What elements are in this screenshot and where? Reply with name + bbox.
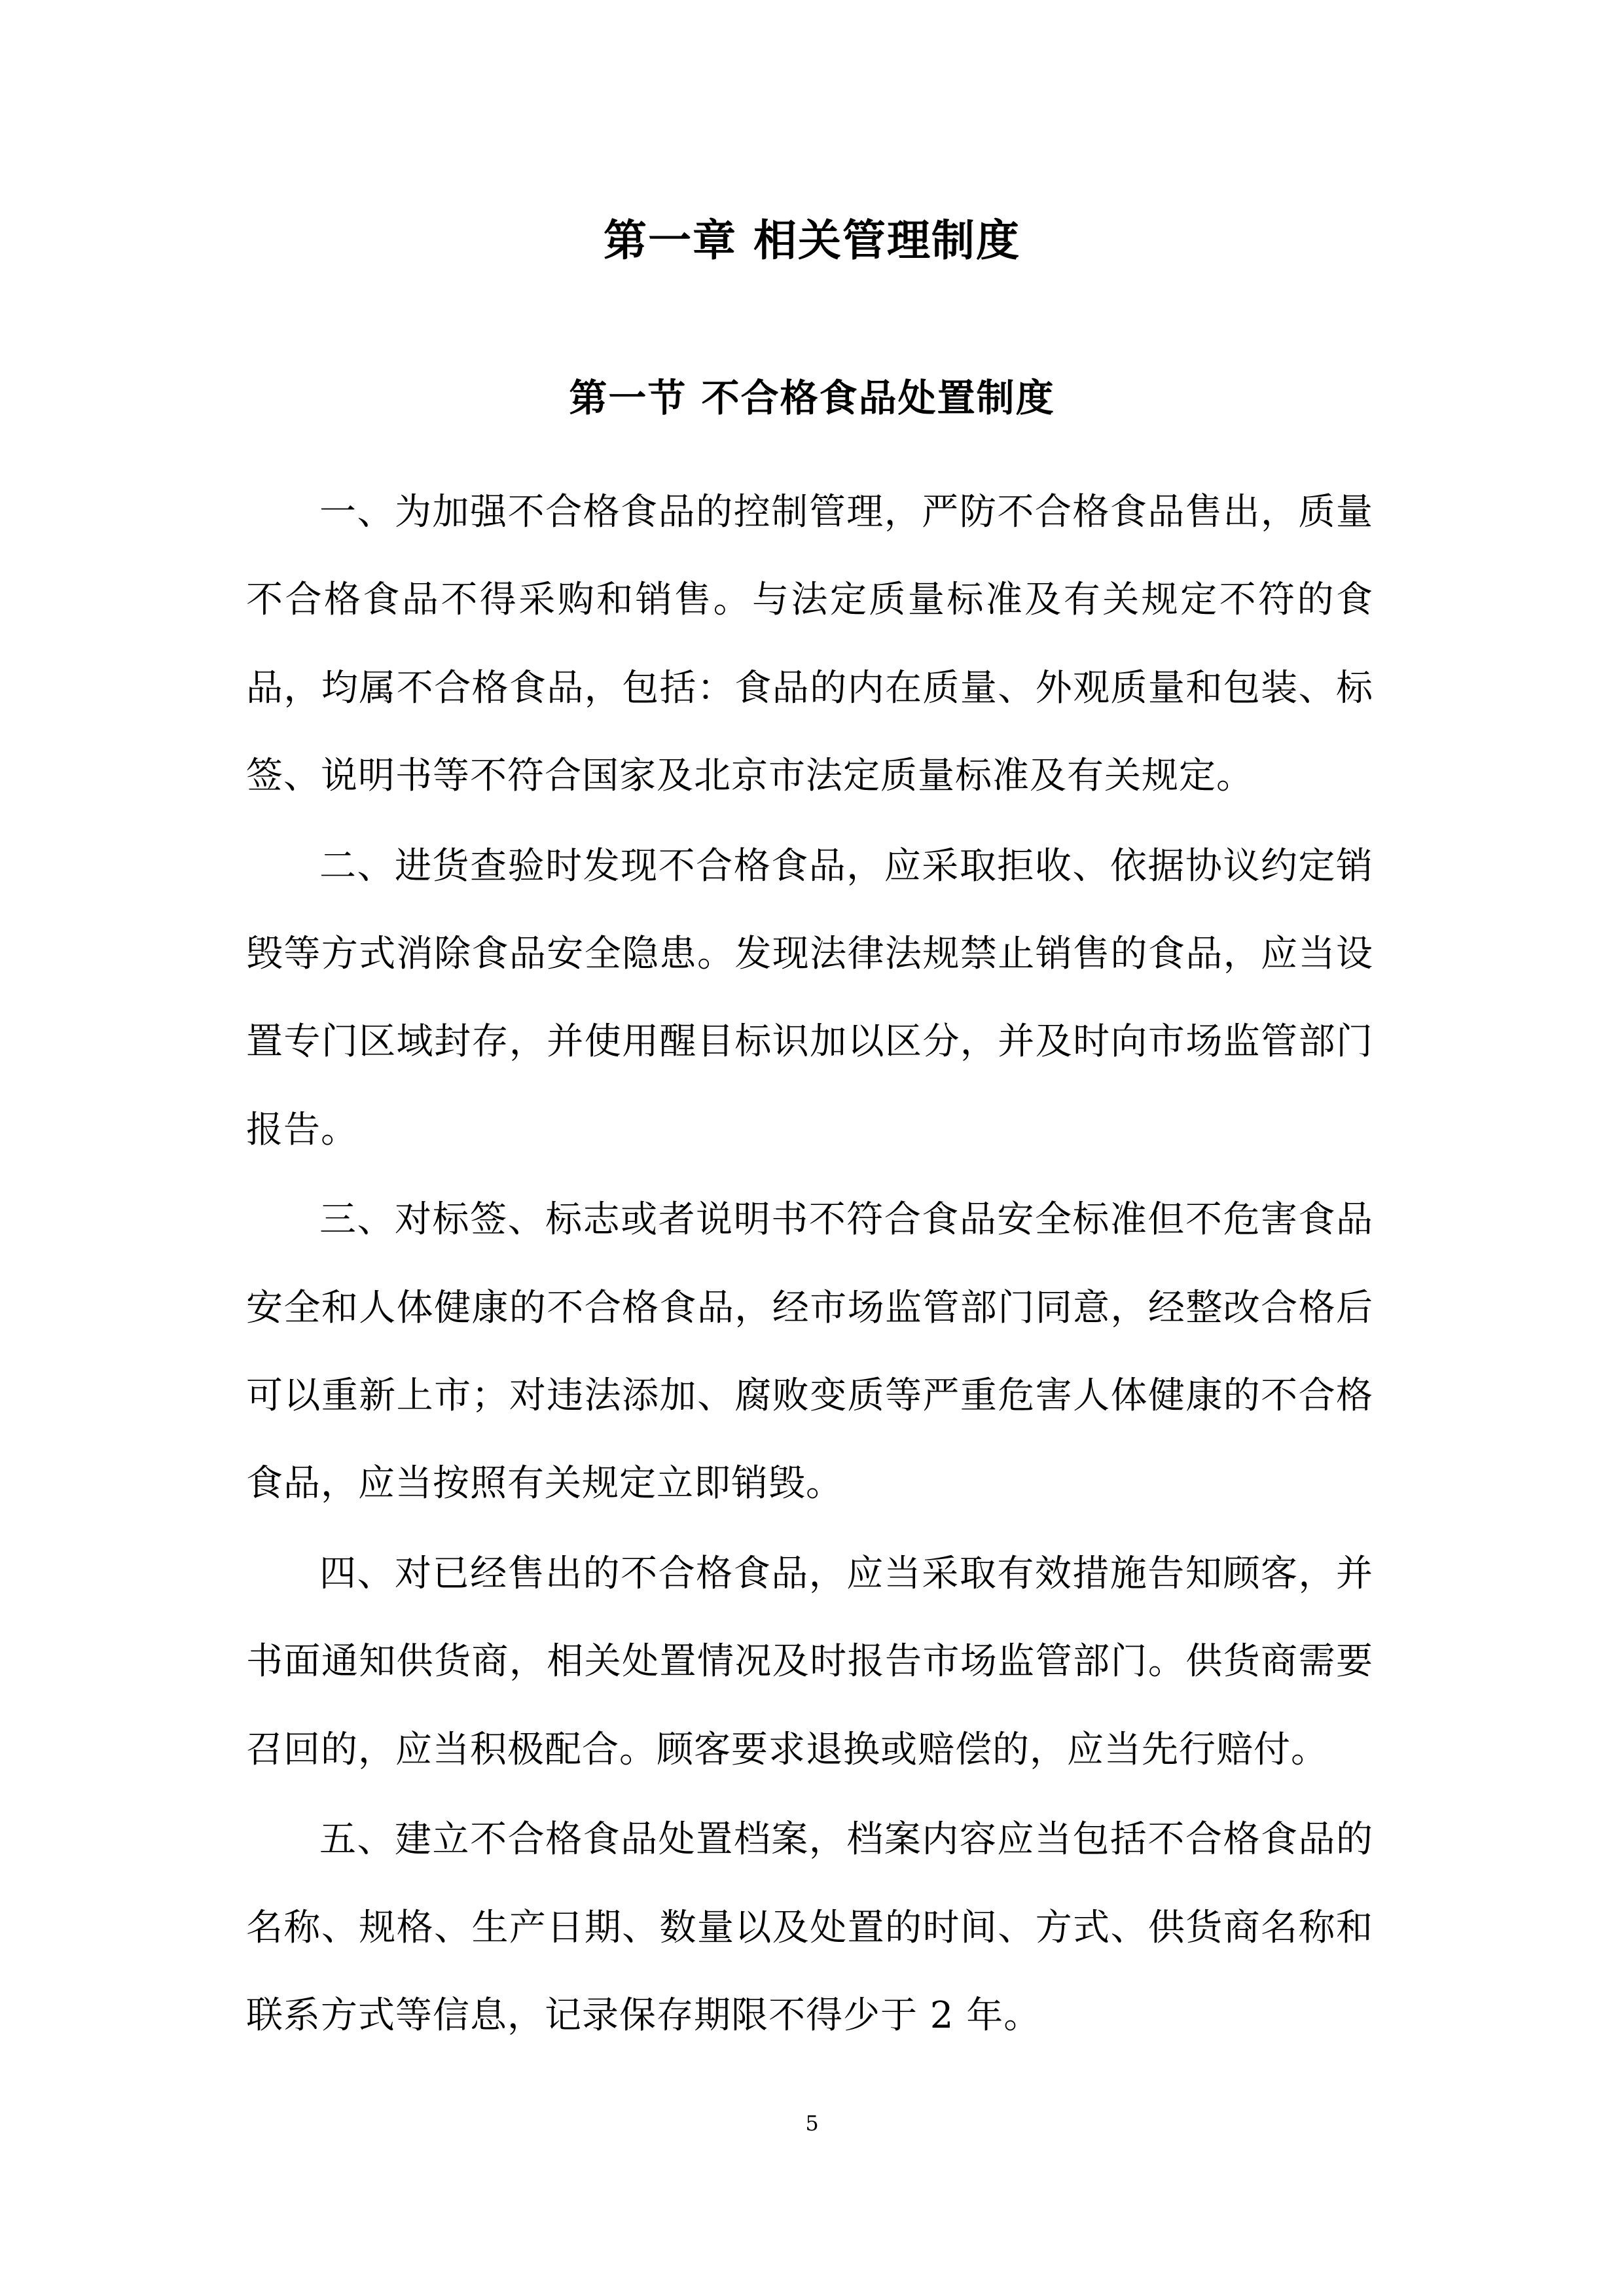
paragraph-2: 二、进货查验时发现不合格食品，应采取拒收、依据协议约定销毁等方式消除食品安全隐患。发现法律法规禁止销售的食品，应当设置专门区域封存，并使用醒目标识加以区分，并及时向市场监管部门报告。 <box>246 844 1373 1151</box>
paragraph-3: 三、对标签、标志或者说明书不符合食品安全标准但不危害食品安全和人体健康的不合格食品，经市场监管部门同意，经整改合格后可以重新上市；对违法添加、腐败变质等严重危害人体健康的不合格食品，应当按照有关规定立即销毁。 <box>246 1198 1373 1505</box>
chapter-title: 第一章 相关管理制度 <box>604 215 1020 266</box>
section-title: 第一节 不合格食品处置制度 <box>569 376 1055 420</box>
paragraph-5: 五、建立不合格食品处置档案，档案内容应当包括不合格食品的名称、规格、生产日期、数量以及处置的时间、方式、供货商名称和联系方式等信息，记录保存期限不得少于 2 年。 <box>246 1818 1373 2037</box>
page-number: 5 <box>805 2111 819 2136</box>
paragraph-1: 一、为加强不合格食品的控制管理，严防不合格食品售出，质量不合格食品不得采购和销售。与法定质量标准及有关规定不符的食品，均属不合格食品，包括：食品的内在质量、外观质量和包装、标签、说明书等不符合国家及北京市法定质量标准及有关规定。 <box>246 491 1373 798</box>
paragraph-4: 四、对已经售出的不合格食品，应当采取有效措施告知顾客，并书面通知供货商，相关处置情况及时报告市场监管部门。供货商需要召回的，应当积极配合。顾客要求退换或赔偿的，应当先行赔付。 <box>246 1552 1373 1771</box>
document-body <box>246 469 1373 2062</box>
